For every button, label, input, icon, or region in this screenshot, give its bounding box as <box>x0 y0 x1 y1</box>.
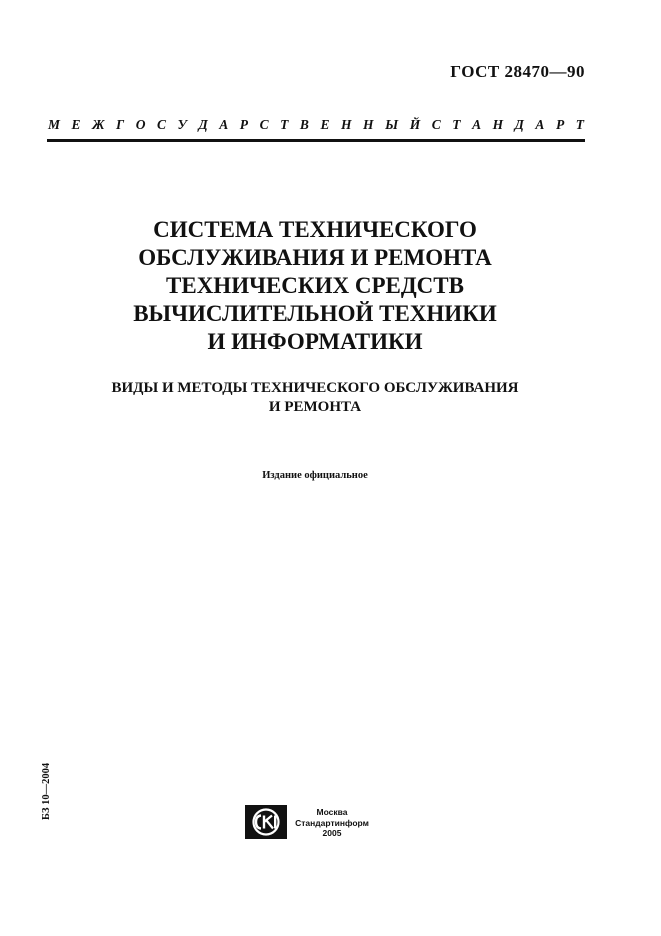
standard-number: ГОСТ 28470—90 <box>450 62 585 81</box>
standard-type-heading: М Е Ж Г О С У Д А Р С Т В Е Н Н Ы Й С Т А Н Д А Р Т <box>48 117 584 132</box>
publisher-city: Москва <box>316 807 348 817</box>
publisher-block <box>292 807 372 839</box>
title-line: ОБСЛУЖИВАНИЯ И РЕМОНТА <box>138 245 492 270</box>
document-title <box>60 216 570 356</box>
subtitle-line: И РЕМОНТА <box>268 399 362 415</box>
header-rule <box>47 139 585 142</box>
publisher-name: Стандартинформ <box>295 817 369 828</box>
standartinform-logo-icon <box>245 805 287 839</box>
title-line: И ИНФОРМАТИКИ <box>207 329 423 354</box>
subtitle-line: ВИДЫ И МЕТОДЫ ТЕХНИЧЕСКОГО ОБСЛУЖИВАНИЯ <box>111 380 519 396</box>
title-line: ВЫЧИСЛИТЕЛЬНОЙ ТЕХНИКИ <box>133 301 497 326</box>
publisher-year: 2005 <box>322 828 342 838</box>
title-line: ТЕХНИЧЕСКИХ СРЕДСТВ <box>166 273 464 298</box>
side-code: БЗ 10—2004 <box>41 762 52 820</box>
document-subtitle <box>60 379 570 417</box>
title-line: СИСТЕМА ТЕХНИЧЕСКОГО <box>153 217 477 242</box>
edition-label: Издание официальное <box>262 470 368 481</box>
